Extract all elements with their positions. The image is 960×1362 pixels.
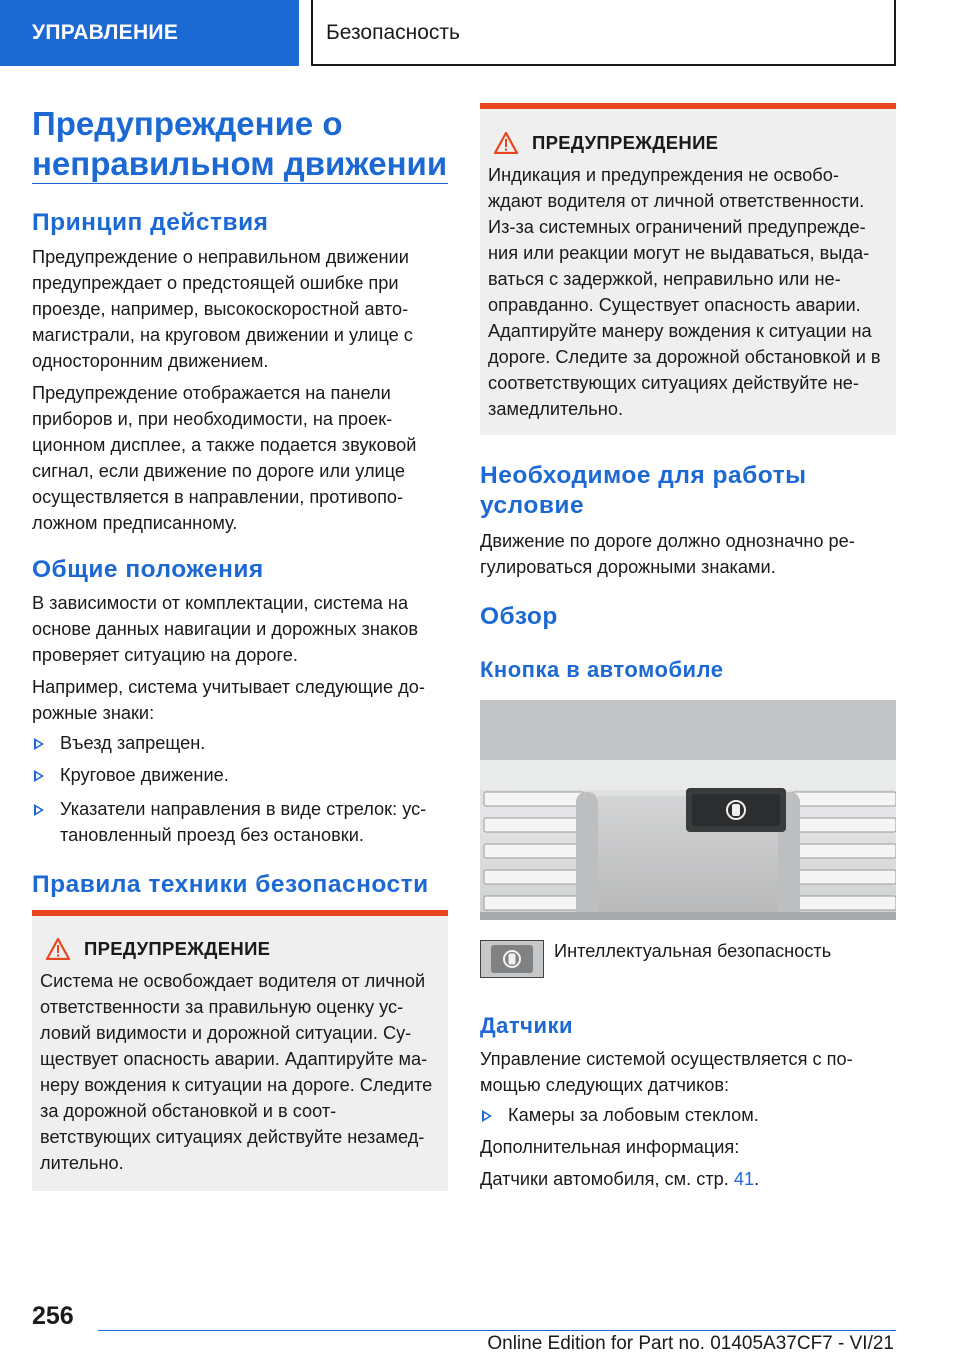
page-reference-link[interactable]: 41 [733, 1169, 755, 1189]
page-number: 256 [32, 1302, 74, 1330]
header-divider [311, 0, 313, 66]
bullet-triangle-icon [34, 770, 44, 782]
section-title: Безопасность [326, 21, 460, 44]
sensors-text: Управление системой осуществляется с по-мощью следующих датчиков: [480, 1049, 853, 1095]
warning-heading: ПРЕДУПРЕЖДЕНИЕ [490, 130, 718, 156]
bullet-triangle-icon [34, 804, 44, 816]
heading-principle: Принцип действия [32, 209, 269, 236]
principle-paragraph-1: Предупреждение о неправильном движении предупреждает о предстоящей ошибке при проезде, например, высокоскоростной авто-магистрали, на круговом движении и улице с односторонним движением. [32, 247, 413, 371]
condition-text: Движение по дороге должно однозначно ре-гулироваться дорожными знаками. [480, 531, 855, 577]
header-right-border [894, 0, 896, 66]
header-underline [311, 64, 896, 66]
list-item: Круговое движение. [32, 762, 448, 788]
heading-overview: Обзор [480, 603, 558, 630]
heading-safety: Правила техники безопасности [32, 871, 429, 898]
smart-safety-button-icon [480, 940, 544, 978]
list-item: Указатели направления в виде стрелок: ус-тановленный проезд без остановки. [32, 796, 448, 848]
dashboard-illustration [480, 700, 896, 920]
general-paragraph-1: В зависимости от комплектации, система на основе данных навигации и дорожных знаков проверяет ситуацию на дороге. [32, 593, 418, 665]
page-title: Предупреждение о неправильном движении [32, 105, 448, 182]
general-paragraph-2: Например, система учитывает следующие до-рожные знаки: [32, 677, 425, 723]
heading-sensors: Датчики [480, 1013, 574, 1038]
warning-box-2 [480, 103, 896, 435]
warning-text: Система не освобождает водителя от личной ответственности за правильную оценку ус-ловий видимости и дорожной ситуации. Су-ществует опасность аварии. Адаптируйте ма-неру вождения к ситуации на дороге. Следите за дорожной обстановкой и в соот-ветствующих ситуациях действуйте незамед-лительно. [40, 971, 433, 1173]
principle-paragraph-2: Предупреждение отображается на панели приборов и, при необходимости, на проек-ционном дисплее, а также подается звуковой сигнал, если движение по дороге или улице осуществляется в направлении, противопо-ложном предписанному. [32, 383, 417, 533]
bullet-triangle-icon [482, 1110, 492, 1122]
bullet-triangle-icon [34, 738, 44, 750]
list-item: Въезд запрещен. [32, 730, 448, 756]
button-caption: Интеллектуальная безопасность [554, 941, 832, 961]
heading-condition: Необходимое для работы условие [480, 462, 807, 519]
edition-text: Online Edition for Part no. 01405A37CF7 - VI/21 [487, 1333, 894, 1354]
warning-heading: ПРЕДУПРЕЖДЕНИЕ [42, 936, 270, 962]
list-item: Камеры за лобовым стеклом. [480, 1102, 896, 1128]
heading-button: Кнопка в автомобиле [480, 657, 724, 682]
more-info-label: Дополнительная информация: [480, 1137, 740, 1157]
warning-triangle-icon [46, 938, 70, 960]
car-button-photo [480, 700, 896, 920]
cross-reference: Датчики автомобиля, см. стр. 41. [480, 1169, 760, 1189]
chapter-tab[interactable]: УПРАВЛЕНИЕ [0, 0, 299, 66]
heading-general: Общие положения [32, 556, 264, 583]
page-header [0, 0, 960, 66]
warning-text: Индикация и предупреждения не освобо-ждают водителя от личной ответственности. Из-за системных ограничений предупрежде-ния или реакции могут не выдаваться, выда-ваться с задержкой, неправильно или не-оправданно. Существует опасность аварии. Адаптируйте манеру вождения к ситуации на дороге. Следите за дорожной обстановкой и в соответствующих ситуациях действуйте не-замедлительно. [488, 165, 881, 419]
title-rule [32, 183, 448, 184]
warning-bar [480, 103, 896, 109]
warning-triangle-icon [494, 132, 518, 154]
warning-box-1 [32, 910, 448, 1191]
warning-bar [32, 910, 448, 916]
